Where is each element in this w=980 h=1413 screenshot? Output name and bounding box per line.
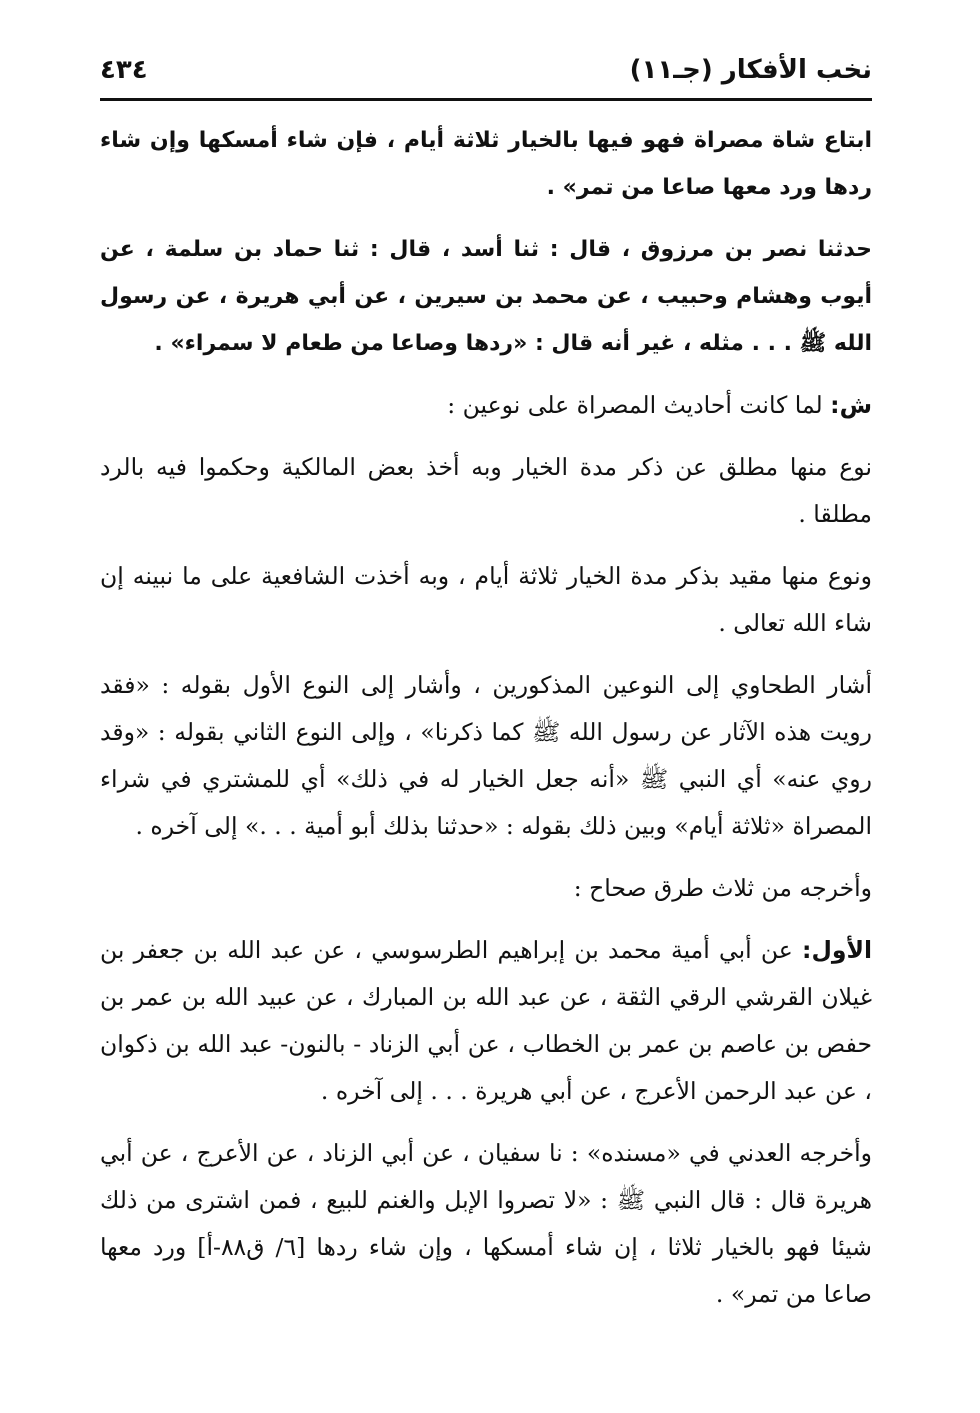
page-number: ٤٣٤ — [100, 55, 148, 85]
first-chain-paragraph — [100, 927, 872, 1115]
paragraph-text: لما كانت أحاديث المصراة على نوعين : — [447, 391, 831, 419]
commentary-marker: ش: — [830, 391, 872, 419]
hadith-text-continuation — [100, 117, 872, 211]
commentary-paragraph — [100, 865, 872, 912]
hadith-chain-paragraph — [100, 226, 872, 367]
paragraph-text: أشار الطحاوي إلى النوعين المذكورين ، وأشار إلى النوع الأول بقوله : «فقد رويت هذه الآثار عن رسول الله ﷺ كما ذكرنا» ، وإلى النوع الثاني بقوله : «وقد روي عنه» أي النبي ﷺ «أنه جعل الخيار له في ذلك» أي للمشتري في شراء المصراة «ثلاثة أيام» وبين ذلك بقوله : «حدثنا بذلك أبو أمية . . .» إلى آخره . — [100, 671, 872, 840]
paragraph-text: ونوع منها مقيد بذكر مدة الخيار ثلاثة أيام ، وبه أخذت الشافعية على ما نبينه إن شاء الله تعالى . — [100, 562, 872, 637]
paragraph-text: حدثنا نصر بن مرزوق ، قال : ثنا أسد ، قال : ثنا حماد بن سلمة ، عن أيوب وهشام وحبيب ، عن محمد بن سيرين ، عن أبي هريرة ، عن رسول الله ﷺ . . . مثله ، غير أنه قال : «ردها وصاعا من طعام لا سمراء» . — [100, 237, 872, 356]
commentary-paragraph — [100, 444, 872, 538]
paragraph-text: ابتاع شاة مصراة فهو فيها بالخيار ثلاثة أيام ، فإن شاء أمسكها وإن شاء ردها ورد معها صاعا من تمر» . — [100, 128, 872, 200]
paragraph-text: عن أبي أمية محمد بن إبراهيم الطرسوسي ، عن عبد الله بن جعفر بن غيلان القرشي الرقي الثقة ، عن عبد الله بن المبارك ، عن عبيد الله بن عمر بن حفص بن عاصم بن عمر بن الخطاب ، عن أبي الزناد - بالنون- عبد الله بن ذكوان ، عن عبد الرحمن الأعرج ، عن أبي هريرة . . . إلى آخره . — [100, 936, 872, 1105]
commentary-intro — [100, 382, 872, 429]
paragraph-text: نوع منها مطلق عن ذكر مدة الخيار وبه أخذ بعض المالكية وحكموا فيه بالرد مطلقا . — [100, 453, 872, 528]
commentary-paragraph — [100, 1130, 872, 1318]
running-header — [100, 50, 872, 90]
header-rule — [100, 98, 872, 101]
book-title: نخب الأفكار (جـ١١) — [629, 55, 872, 85]
commentary-paragraph — [100, 553, 872, 647]
paragraph-text: وأخرجه من ثلاث طرق صحاح : — [573, 874, 872, 902]
chain-marker: الأول: — [802, 936, 872, 964]
document-page — [100, 50, 872, 1390]
commentary-paragraph — [100, 662, 872, 850]
paragraph-text: وأخرجه العدني في «مسنده» : نا سفيان ، عن أبي الزناد ، عن الأعرج ، عن أبي هريرة قال : قال النبي ﷺ : «لا تصروا الإبل والغنم للبيع ، فمن اشترى من ذلك شيئا فهو بالخيار ثلاثا ، إن شاء أمسكها ، وإن شاء ردها [٦/ ق٨٨-أ] ورد معها صاعا من تمر» . — [100, 1139, 873, 1308]
